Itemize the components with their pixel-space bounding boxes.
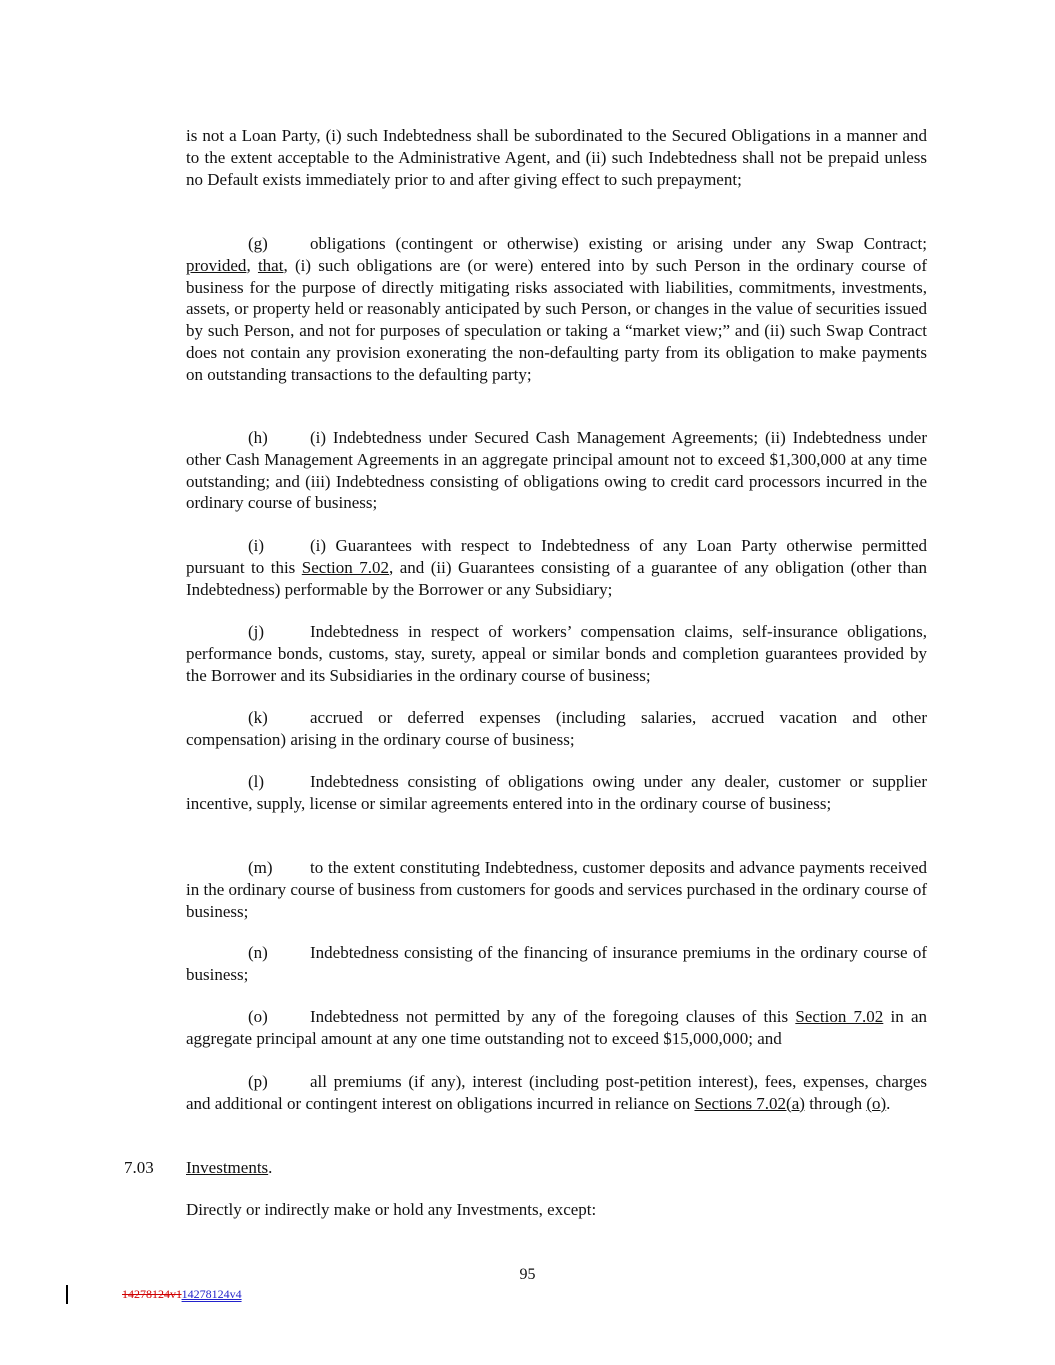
clause-k-text: accrued or deferred expenses (including salaries, accrued vacation and other compensation) arising in the ordinary course of business; [186, 708, 927, 749]
clause-p-period: . [886, 1093, 891, 1113]
clause-i-text-2: , and (ii) Guarantees consisting of a guarantee of any obligation (other than Indebtedness) performable by the Borrower or any Subsidiary; [186, 557, 928, 599]
clause-n-label: (n) [248, 943, 268, 962]
clause-k-label: (k) [248, 708, 268, 727]
document-id-deleted: 14278124v1 [122, 1287, 182, 1301]
clause-g [186, 233, 927, 386]
section-intro-text: Directly or indirectly make or hold any Investments, except: [186, 1200, 597, 1219]
clause-g-text-2: , (i) such obligations are (or were) entered into by such Person in the ordinary course of business for the purpose of directly mitigating risks associated with liabilities, commitments, investments, assets, or property held or reasonably anticipated by such Person, or changes in the value of securities issued by such Person, and not for purposes of speculation or taking a “market view;” and (ii) such Swap Contract does not contain any provision exonerating the non-defaulting party from its obligation to make payments on outstanding transactions to the defaulting party; [186, 255, 927, 384]
change-bar [66, 1285, 68, 1304]
clause-l-label: (l) [248, 772, 265, 791]
page-number: 95 [519, 1266, 536, 1283]
clause-h [186, 427, 927, 514]
clause-f-continuation [186, 125, 927, 190]
clause-g-label: (g) [248, 234, 268, 253]
section-intro [186, 1199, 927, 1221]
section-title-period: . [268, 1158, 273, 1177]
that-term: that [257, 255, 284, 275]
provided-term: provided [186, 255, 247, 275]
clause-l-text: Indebtedness consisting of obligations owing under any dealer, customer or supplier incentive, supply, license or similar agreements entered into in the ordinary course of business; [186, 772, 927, 813]
section-heading [186, 1157, 272, 1179]
clause-o [186, 1006, 927, 1050]
section-number: 7.03 [124, 1158, 154, 1177]
clause-f-text: is not a Loan Party, (i) such Indebtedness shall be subordinated to the Secured Obligations in a manner and to the extent acceptable to the Administrative Agent, and (ii) such Indebtedness shall not be prepaid unless no Default exists immediately prior to and after giving effect to such prepayment; [186, 126, 927, 189]
clause-n-text: Indebtedness consisting of the financing of insurance premiums in the ordinary course of business; [186, 943, 927, 984]
clause-j-text: Indebtedness in respect of workers’ compensation claims, self-insurance obligations, performance bonds, customs, stay, surety, appeal or similar bonds and completion guarantees provided by the Borrower and its Subsidiaries in the ordinary course of business; [186, 622, 927, 685]
section-7-02-reference: Section 7.02 [795, 1007, 884, 1026]
clause-g-comma: , [246, 255, 258, 275]
clause-m-text: to the extent constituting Indebtedness, customer deposits and advance payments received in the ordinary course of business from customers for goods and services purchased in the ordinary course of business; [186, 858, 927, 921]
clause-k [186, 707, 927, 751]
clause-m-label: (m) [248, 858, 273, 877]
clause-p [186, 1071, 927, 1115]
clause-o-text-1: Indebtedness not permitted by any of the foregoing clauses of this [310, 1007, 796, 1026]
section-title: Investments [186, 1158, 269, 1177]
clause-l [186, 771, 927, 815]
clause-j-label: (j) [248, 622, 265, 641]
clause-p-label: (p) [248, 1072, 268, 1091]
document-id-inserted: 14278124v4 [181, 1287, 242, 1301]
clause-p-text-1: all premiums (if any), interest (including post-petition interest), fees, expenses, charges and additional or contingent interest on obligations incurred in reliance on [186, 1072, 927, 1113]
clause-o-label: (o) [248, 1007, 268, 1026]
clause-o-text-2: in an aggregate principal amount at any one time outstanding not to exceed $15,000,000; and [186, 1007, 928, 1048]
sections-7-02a-reference: Sections 7.02(a) [694, 1093, 805, 1113]
clause-i-text-1: (i) Guarantees with respect to Indebtedness of any Loan Party otherwise permitted pursuant to this [186, 536, 927, 577]
clause-p-through: through [804, 1093, 867, 1113]
clause-j [186, 621, 927, 686]
clause-h-text: (i) Indebtedness under Secured Cash Management Agreements; (ii) Indebtedness under other Cash Management Agreements in an aggregate principal amount not to exceed $1,300,000 at any time outstanding; and (iii) Indebtedness consisting of obligations owing to credit card processors incurred in the ordinary course of business; [186, 428, 927, 513]
document-id [122, 1287, 242, 1302]
clause-i [186, 535, 927, 600]
clause-g-text-1: obligations (contingent or otherwise) existing or arising under any Swap Contract; [310, 234, 927, 253]
clause-n [186, 942, 927, 986]
clause-i-label: (i) [248, 536, 265, 555]
section-7-02-reference: Section 7.02 [301, 557, 390, 577]
clause-m [186, 857, 927, 922]
clause-o-reference: (o) [866, 1093, 887, 1113]
clause-h-label: (h) [248, 428, 268, 447]
